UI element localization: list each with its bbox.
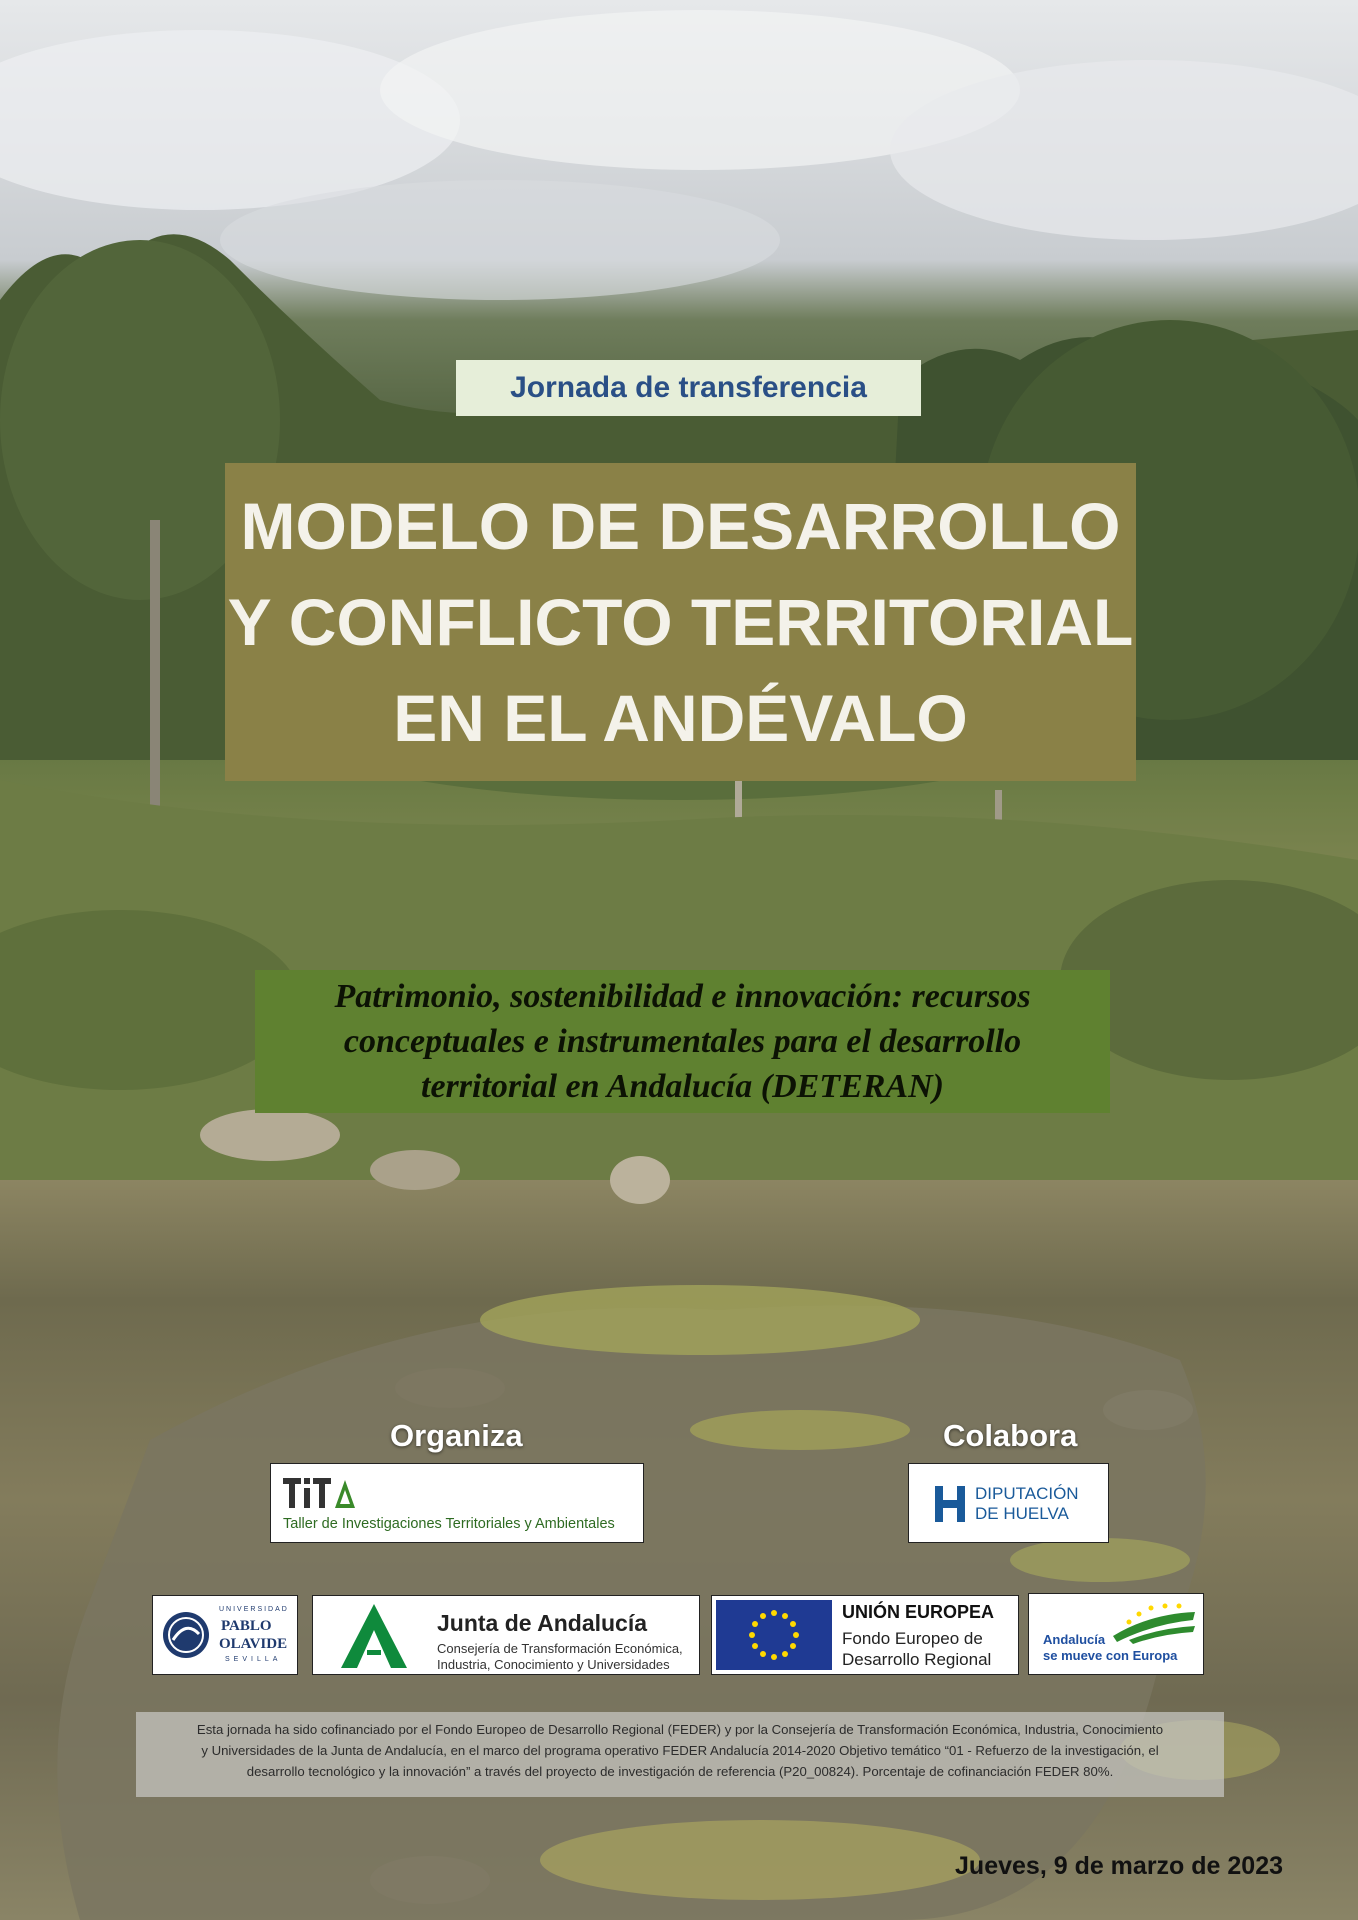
colabora-label: Colabora [943,1418,1078,1453]
tita-logo [270,1463,644,1543]
upo-logo [152,1595,298,1675]
upo-line3: OLAVIDE [219,1636,288,1652]
upo-line2: PABLO [221,1618,272,1634]
upo-seal-icon [159,1610,213,1660]
organiza-label: Organiza [390,1418,523,1453]
upo-line4: SEVILLA [225,1656,282,1663]
andalucia-line1: Andalucía [1043,1632,1106,1647]
tita-name: Taller de Investigaciones Territoriales y Ambientales [283,1516,615,1532]
diputacion-huelva-logo [908,1463,1109,1543]
eu-line1: Fondo Europeo de [842,1629,983,1648]
disclaimer-line: desarrollo tecnológico y la innovación” a través del proyecto de investigación de referencia (P20_00824). Porcentaje de cofinanciación FEDER 80%. [246,1764,1114,1779]
main-title-line: EN EL ANDÉVALO [393,681,968,755]
eu-feder-logo [711,1595,1019,1675]
diputacion-line1: DIPUTACIÓN [975,1484,1079,1503]
diputacion-h-icon [933,1484,967,1524]
eu-line2: Desarrollo Regional [842,1650,992,1669]
main-title-box [225,463,1136,781]
eu-title: UNIÓN EUROPEA [842,1602,995,1622]
event-type-text: Jornada de transferencia [510,371,867,404]
project-subtitle-box [255,970,1110,1113]
andalucia-line2: se mueve con Europa [1043,1648,1178,1663]
andalucia-europa-logo [1028,1593,1204,1675]
project-subtitle-line: conceptuales e instrumentales para el desarrollo [343,1023,1022,1060]
project-subtitle-line: Patrimonio, sostenibilidad e innovación: recursos [334,978,1031,1015]
project-subtitle-line: territorial en Andalucía (DETERAN) [421,1068,944,1105]
event-date: Jueves, 9 de marzo de 2023 [955,1852,1283,1880]
funding-disclaimer [136,1712,1224,1797]
eu-flag-icon [716,1600,832,1670]
disclaimer-line: Esta jornada ha sido cofinanciado por el Fondo Europeo de Desarrollo Regional (FEDER) y por la Consejería de Transformación Económica, Industria, Conocimiento [196,1722,1164,1737]
upo-line1: UNIVERSIDAD [219,1606,289,1613]
main-title-line: Y CONFLICTO TERRITORIAL [227,585,1134,659]
disclaimer-line: y Universidades de la Junta de Andalucía, en el marco del programa operativo FEDER Andalucía 2014-2020 Objetivo temático “01 - Refuerzo de la investigación, el [201,1743,1159,1758]
diputacion-line2: DE HUELVA [975,1504,1069,1523]
event-type-banner [456,360,921,416]
andalucia-europa-icon [1109,1602,1199,1644]
junta-line2: Industria, Conocimiento y Universidades [437,1657,670,1672]
junta-andalucia-icon [339,1602,409,1670]
tita-logo-mark [283,1474,363,1510]
junta-title: Junta de Andalucía [437,1610,648,1636]
main-title-line: MODELO DE DESARROLLO [240,489,1121,563]
junta-andalucia-logo [312,1595,700,1675]
junta-line1: Consejería de Transformación Económica, [437,1641,683,1656]
